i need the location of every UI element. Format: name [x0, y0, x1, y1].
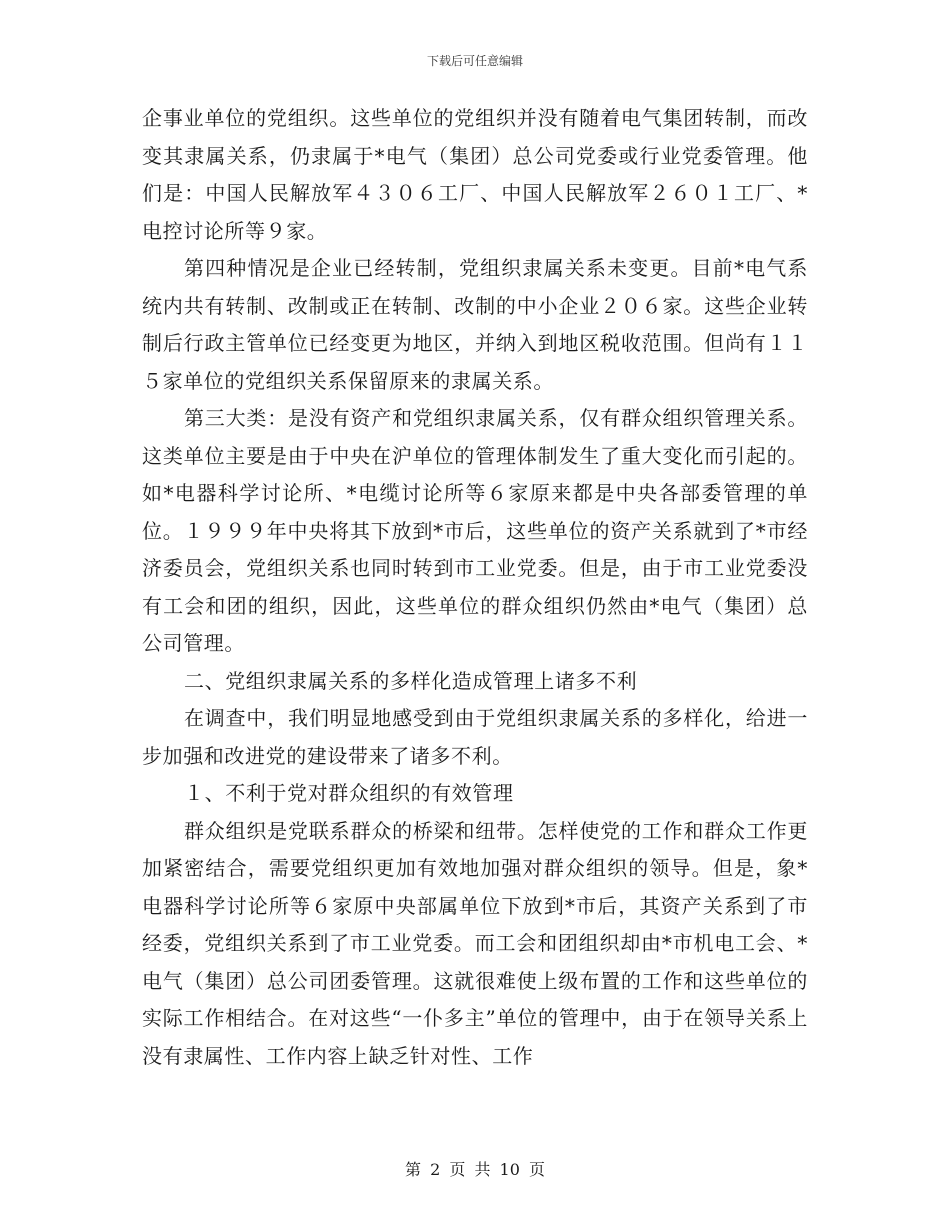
paragraph-fourth-case: 第四种情况是企业已经转制，党组织隶属关系未变更。目前*电气系统内共有转制、改制或正在转制、改制的中小企业２０６家。这些企业转制后行政主管单位已经变更为地区，并纳入到地区税收范围。但尚有１１５家单位的党组织关系保留原来的隶属关系。: [142, 256, 808, 393]
page-header: 下载后可任意编辑: [426, 54, 523, 68]
subsection-heading-one: １、不利于党对群众组织的有效管理: [184, 781, 514, 805]
paragraph-third-category: 第三大类：是没有资产和党组织隶属关系，仅有群众组织管理关系。这类单位主要是由于中央在沪单位的管理体制发生了重大变化而引起的。如*电器科学讨论所、*电缆讨论所等６家原来都是中央各部委管理的单位。１９９９年中央将其下放到*市后，这些单位的资产关系就到了*市经济委员会，党组织关系也同时转到市工业党委。但是，由于市工业党委没有工会和团的组织，因此，这些单位的群众组织仍然由*电气（集团）总公司管理。: [142, 406, 808, 655]
document-body: [142, 100, 808, 1075]
page-number-footer: 第 2 页 共 10 页: [405, 1160, 545, 1179]
paragraph-mass-organizations: 群众组织是党联系群众的桥梁和纽带。怎样使党的工作和群众工作更加紧密结合，需要党组织更加有效地加强对群众组织的领导。但是，象*电器科学讨论所等６家原中央部属单位下放到*市后，其资产关系到了市经委，党组织关系到了市工业党委。而工会和团组织却由*市机电工会、*电气（集团）总公司团委管理。这就很难使上级布置的工作和这些单位的实际工作相结合。在对这些“一仆多主”单位的管理中，由于在领导关系上没有隶属性、工作内容上缺乏针对性、工作: [142, 818, 808, 1068]
paragraph-survey: 在调查中，我们明显地感受到由于党组织隶属关系的多样化，给进一步加强和改进党的建设带来了诸多不利。: [142, 706, 808, 768]
paragraph-continuation: 企事业单位的党组织。这些单位的党组织并没有随着电气集团转制，而改变其隶属关系，仍隶属于*电气（集团）总公司党委或行业党委管理。他们是：中国人民解放军４３０６工厂、中国人民解放军２６０１工厂、*电控讨论所等９家。: [142, 106, 808, 243]
section-heading-two: 二、党组织隶属关系的多样化造成管理上诸多不利: [184, 668, 638, 693]
